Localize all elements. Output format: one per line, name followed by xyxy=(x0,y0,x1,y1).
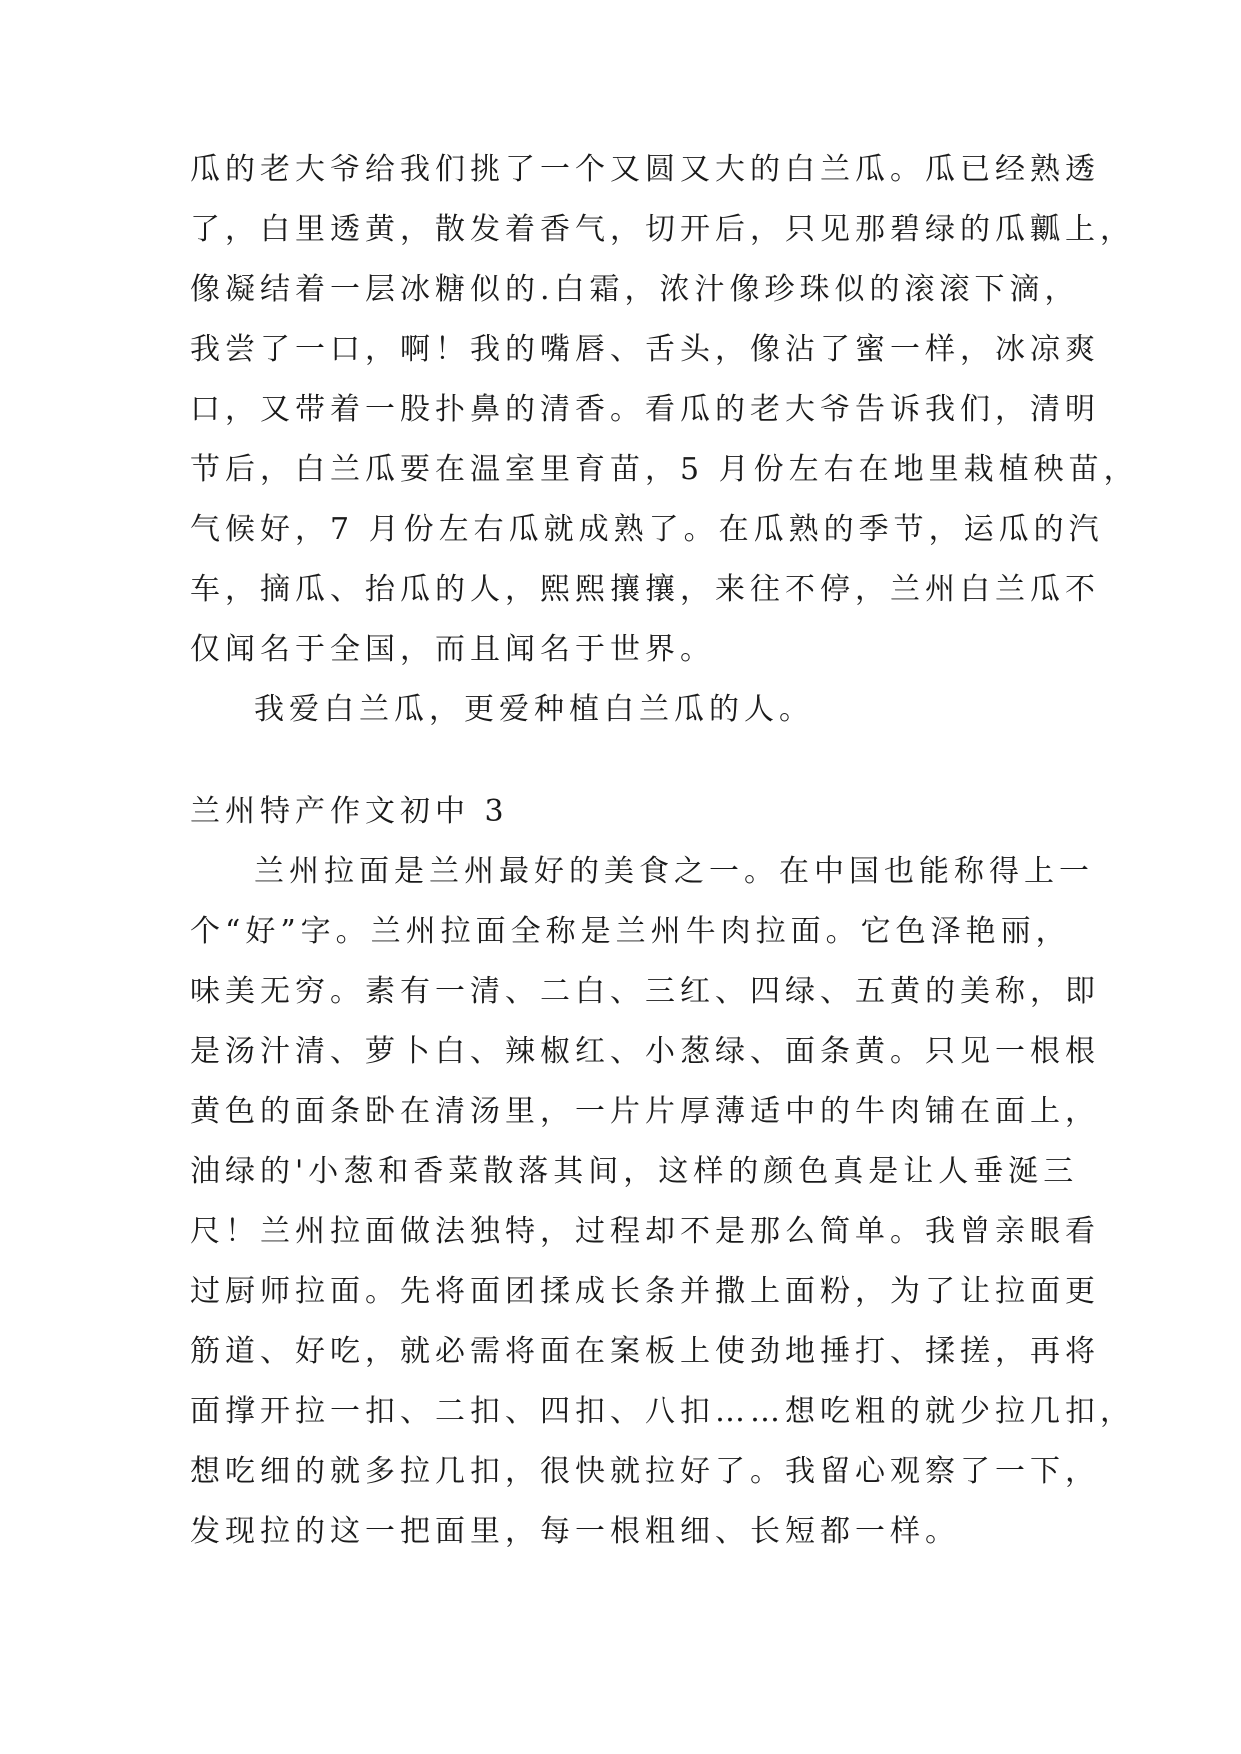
paragraph-line: 兰州拉面是兰州最好的美食之一。在中国也能称得上一 xyxy=(254,854,1094,889)
paragraph-line: 车，摘瓜、抬瓜的人，熙熙攘攘，来往不停，兰州白兰瓜不 xyxy=(190,572,1100,607)
paragraph-line: 味美无穷。素有一清、二白、三红、四绿、五黄的美称，即 xyxy=(190,974,1100,1009)
section-heading: 兰州特产作文初中 3 xyxy=(190,794,509,829)
paragraph-line: 口，又带着一股扑鼻的清香。看瓜的老大爷告诉我们，清明 xyxy=(190,392,1100,427)
paragraph-line: 我尝了一口，啊！我的嘴唇、舌头，像沾了蜜一样，冰凉爽 xyxy=(190,332,1100,367)
paragraph-line: 像凝结着一层冰糖似的.白霜，浓汁像珍珠似的滚滚下滴， xyxy=(190,272,1080,307)
paragraph-line: 节后，白兰瓜要在温室里育苗，5 月份左右在地里栽植秧苗， xyxy=(190,452,1139,487)
paragraph-line: 黄色的面条卧在清汤里，一片片厚薄适中的牛肉铺在面上， xyxy=(190,1094,1100,1129)
paragraph-line: 瓜的老大爷给我们挑了一个又圆又大的白兰瓜。瓜已经熟透 xyxy=(190,152,1100,187)
paragraph-line: 筋道、好吃，就必需将面在案板上使劲地捶打、揉搓，再将 xyxy=(190,1334,1100,1369)
paragraph-line: 过厨师拉面。先将面团揉成长条并撒上面粉，为了让拉面更 xyxy=(190,1274,1100,1309)
closing-paragraph: 我爱白兰瓜，更爱种植白兰瓜的人。 xyxy=(254,692,814,727)
paragraph-line: 个“好”字。兰州拉面全称是兰州牛肉拉面。它色泽艳丽， xyxy=(190,914,1071,949)
paragraph-line: 了，白里透黄，散发着香气，切开后，只见那碧绿的瓜瓤上， xyxy=(190,212,1135,247)
paragraph-line: 尺！兰州拉面做法独特，过程却不是那么简单。我曾亲眼看 xyxy=(190,1214,1100,1249)
paragraph-line: 是汤汁清、萝卜白、辣椒红、小葱绿、面条黄。只见一根根 xyxy=(190,1034,1100,1069)
paragraph-line: 油绿的'小葱和香菜散落其间，这样的颜色真是让人垂涎三 xyxy=(190,1154,1079,1189)
paragraph-line: 面撑开拉一扣、二扣、四扣、八扣……想吃粗的就少拉几扣， xyxy=(190,1394,1135,1429)
paragraph-line: 仅闻名于全国，而且闻名于世界。 xyxy=(190,632,715,667)
paragraph-line: 想吃细的就多拉几扣，很快就拉好了。我留心观察了一下， xyxy=(190,1454,1100,1489)
paragraph-line: 发现拉的这一把面里，每一根粗细、长短都一样。 xyxy=(190,1514,960,1549)
paragraph-line: 气候好，7 月份左右瓜就成熟了。在瓜熟的季节，运瓜的汽 xyxy=(190,512,1104,547)
